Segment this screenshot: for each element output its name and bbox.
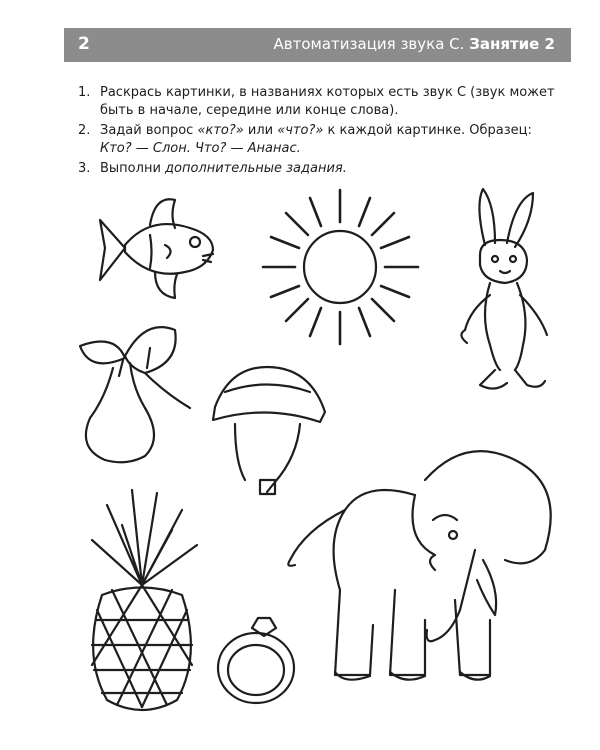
task-text: Выполни <box>100 161 166 176</box>
question-who: «кто?» <box>197 123 244 138</box>
task-text: Задай вопрос <box>100 123 198 138</box>
task-item <box>78 160 558 178</box>
task-number: 1. <box>78 85 91 100</box>
task-number: 2. <box>78 123 91 138</box>
task-item <box>78 84 558 120</box>
hare-icon <box>455 185 555 400</box>
question-what: «что?» <box>277 123 324 138</box>
pineapple-icon <box>72 485 212 717</box>
elephant-icon <box>285 440 575 692</box>
task-item <box>78 122 558 158</box>
task-number: 3. <box>78 161 91 176</box>
title-prefix: Автоматизация звука С. <box>273 35 465 53</box>
page-number: 2 <box>78 34 90 54</box>
fish-icon <box>95 190 220 305</box>
task-text: Раскрась картинки, в названиях которых есть звук С (звук может быть в начале, середине или конце слова). <box>100 85 555 118</box>
extra-tasks-link: дополнительные задания. <box>165 161 347 176</box>
page-header <box>64 28 571 62</box>
page-title <box>274 35 555 53</box>
title-lesson: Занятие 2 <box>469 35 555 53</box>
ring-icon <box>208 608 303 708</box>
example-text: Кто? — Слон. Что? — Ананас. <box>100 141 301 156</box>
sun-icon <box>258 182 423 352</box>
task-text: или <box>243 123 278 138</box>
task-list <box>78 84 558 180</box>
pear-icon <box>75 318 195 466</box>
task-text: к каждой картинке. Образец: <box>323 123 532 138</box>
